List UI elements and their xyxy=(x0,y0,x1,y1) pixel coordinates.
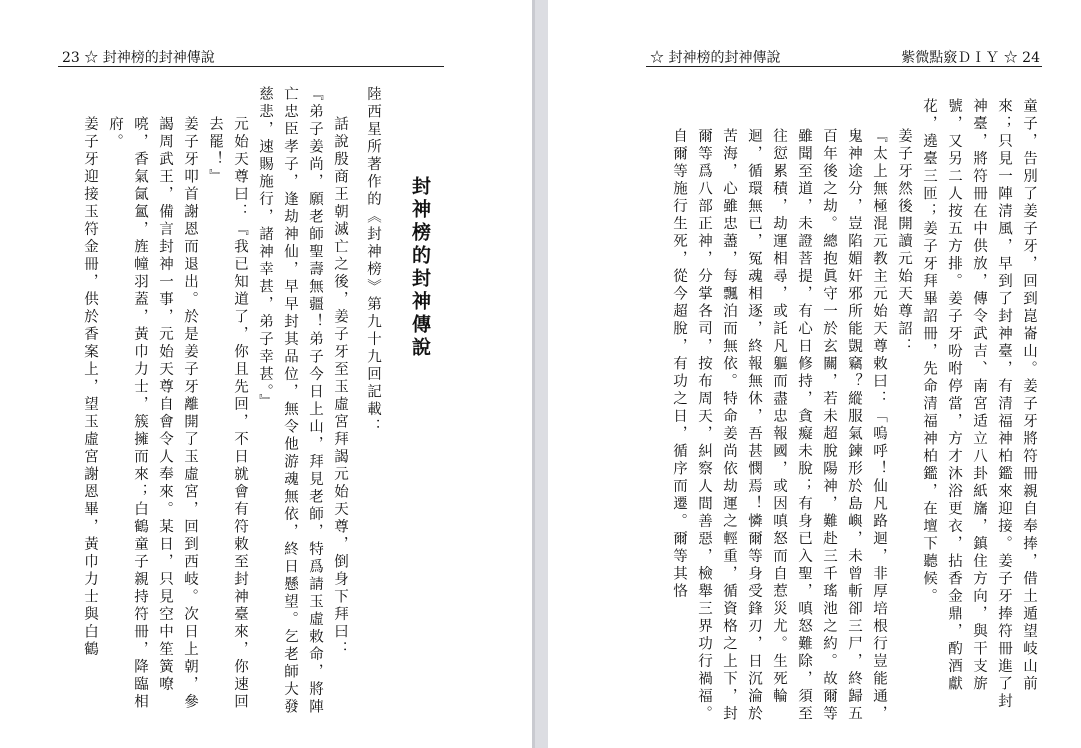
page-header-left: 23 ☆ 封神榜的封神傳說 xyxy=(62,50,215,66)
right-page-body xyxy=(666,98,1041,726)
page-header-right xyxy=(650,47,1040,67)
paragraph: 元始天尊曰：『我已知道了，你且先回，不日就會有符敕至封神臺來，你速回去罷！』 xyxy=(207,116,248,711)
paragraph: 姜子牙叩首謝恩而退出。於是姜子牙離開了玉虛宮，回到西岐。次日上朝，參謁周武王，備言封神一事，元始天尊自會令人奉來。某日，只見空中笙簧嘹喨，香氣氤氳，旌幢羽蓋，黃巾力士，簇擁而來；白鶴童子親持符冊，降臨相府。 xyxy=(107,116,198,711)
header-book-and-page-number: 紫微點竅ＤＩＹ ☆ 24 xyxy=(901,50,1040,66)
paragraph: 『弟子姜尚，願老師聖壽無疆！弟子今日上山，拜見老師，特爲請玉虛敕命，將陣亡忠臣孝子，逢劫神仙，早早封其品位，無令他游魂無依，終日懸望。乞老師大發慈悲，速賜施行，諸神幸甚，弟子幸甚。』 xyxy=(257,86,323,716)
paragraph: 童子，告別了姜子牙，回到崑崙山。姜子牙將符冊親自奉捧，借土遁望岐山前來；只見一陣清風，早到了封神臺，有清福神柏鑑來迎接。姜子牙捧符冊進了封神臺，將符冊在中供放，傳令武吉、南宮适立八卦紙旛，鎮住方向，與干支旂號，又另二人按五方排。姜子牙吩咐停當，方才沐浴更衣，拈香金鼎，酌酒獻花，遶臺三匝；姜子牙拜畢詔冊，先命清福神柏鑑，在壇下聽候。 xyxy=(921,98,1037,711)
header-rule xyxy=(646,66,1042,67)
right-page xyxy=(548,0,1081,748)
left-page xyxy=(0,0,532,748)
paragraph: 話說殷商王朝滅亡之後，姜子牙至玉虛宮拜謁元始天尊，倒身下拜曰： xyxy=(332,116,348,659)
left-page-body xyxy=(77,86,432,726)
paragraph: 『太上無極混元教主元始天尊敕曰：「嗚呼！仙凡路迴，非厚培根行豈能通，鬼神途分，豈陷媚奸邪所能覬竊？縱服氣鍊形於島嶼，未曾斬卻三尸，終歸五百年後之劫。總抱眞守一於玄關，若未超脫陽神，難赴三千瑤池之約。故爾等雖聞至道，未證菩提，有心日修持，貪癡未脫；有身已入聖，嗔怒難除，須至往愆累積，劫運相尋，或託凡軀而盡忠報國，或因嗔怒而自惹災尤。生死輪迴，循環無已，冤魂相逐，終報無休，吾甚憫焉！憐爾等身受鋒刃，日沉淪於苦海，心雖忠藎，每飄泊而無依。特命姜尚依劫運之輕重，循資格之上下，封爾等爲八部正神，分掌各司，按布周天，糾察人間善惡，檢舉三界功行禍福。自爾等施行生死，從今超脫，有功之日，循序而遷。爾等其恪 xyxy=(671,128,887,723)
header-rule xyxy=(58,66,444,67)
paragraph: 姜子牙迎接玉符金冊，供於香案上，望玉虛宮謝恩畢，黃巾力士與白鶴 xyxy=(82,116,98,659)
gutter-shadow xyxy=(532,0,535,748)
page-gutter xyxy=(532,0,548,748)
paragraph: 姜子牙然後開讀元始天尊詔： xyxy=(896,128,912,356)
chapter-title: 封神榜的封神傳說 xyxy=(409,176,431,360)
header-title: ☆ 封神榜的封神傳說 xyxy=(650,50,781,66)
paragraph: 陸西星所著作的《封神榜》第九十九回記載： xyxy=(365,86,381,436)
